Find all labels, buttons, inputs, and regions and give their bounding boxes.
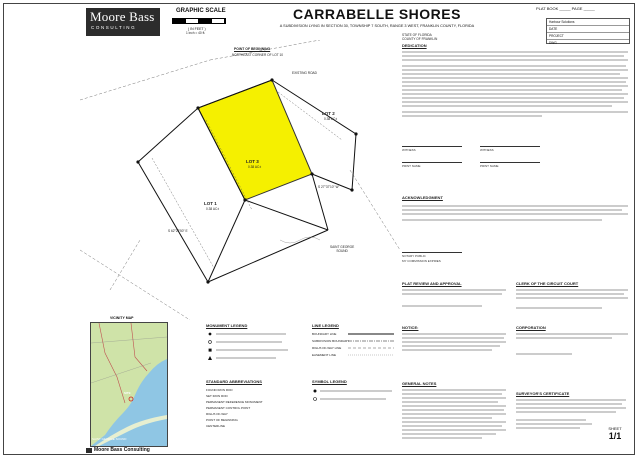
acknowledgment-heading: ACKNOWLEDGMENT: [402, 195, 443, 200]
surveyors-heading: SURVEYOR'S CERTIFICATE: [516, 391, 570, 396]
print-name-caption: PRINT NAME: [402, 164, 421, 168]
abbreviation-item: SET IRON ROD: [206, 394, 228, 398]
notary-caption: NOTARY PUBLIC: [402, 254, 426, 258]
clerk-heading: CLERK OF THE CIRCUIT COURT: [516, 281, 579, 286]
title-block-row: Harbour Solutions: [547, 19, 629, 26]
line-legend-item: BOUNDARY LINE: [312, 332, 337, 336]
graphic-scale-bar: [172, 18, 226, 24]
abbreviation-item: RIGHT-OF-WAY: [206, 412, 228, 416]
vicinity-water-label: SAINT GEORGE SOUND: [92, 437, 127, 441]
lot-2-label: LOT 2: [322, 111, 335, 116]
lot-3-label: LOT 3: [246, 159, 259, 164]
dedication-heading: DEDICATION: [402, 43, 427, 48]
plat-drawing: [80, 40, 400, 320]
footer-company-name: Moore Bass Consulting: [94, 447, 150, 453]
sheet-label: SHEET: [608, 426, 622, 431]
general-notes-heading: GENERAL NOTES: [402, 381, 437, 386]
abbreviation-item: PERMANENT REFERENCE MONUMENT: [206, 400, 263, 404]
line-legend-item: EASEMENT LINE: [312, 353, 336, 357]
witness-caption: WITNESS: [480, 148, 494, 152]
logo-sub: CONSULTING: [91, 25, 137, 30]
line-legend-samples: [348, 332, 396, 360]
lot-2-area: 0.38 AC±: [324, 117, 338, 121]
plat-book-reference: PLAT BOOK _____ PAGE _____: [536, 6, 595, 11]
point-of-beginning-label: POINT OF BEGINNING: [234, 47, 271, 51]
witness-caption: WITNESS: [402, 148, 416, 152]
abbreviation-item: PERMANENT CONTROL POINT: [206, 406, 251, 410]
notice-heading: NOTICE:: [402, 325, 419, 330]
monument-legend-heading: MONUMENT LEGEND: [206, 323, 248, 328]
title-block-row: DWG: [549, 41, 557, 45]
vicinity-map-title: VICINITY MAP: [110, 316, 134, 320]
line-legend-heading: LINE LEGEND: [312, 323, 339, 328]
vicinity-site-label: SITE: [124, 391, 131, 395]
existing-road-label: EXISTING ROAD: [292, 71, 317, 75]
logo-name: Moore Bass: [90, 9, 155, 24]
vicinity-map: [90, 322, 168, 447]
signature-line: [402, 162, 462, 163]
graphic-scale-label: GRAPHIC SCALE: [176, 8, 226, 14]
monument-legend: [206, 330, 296, 370]
scale-unit: ( IN FEET ): [188, 27, 206, 31]
dedication-text-block: [402, 50, 630, 134]
print-name-caption: PRINT NAME: [480, 164, 499, 168]
abbreviation-item: FOUND IRON ROD: [206, 388, 233, 392]
plat-review-heading: PLAT REVIEW AND APPROVAL: [402, 281, 462, 286]
line-legend-item: RIGHT-OF-WAY LINE: [312, 346, 342, 350]
lot-1-area: 0.38 AC±: [206, 207, 220, 211]
signature-line: [480, 146, 540, 147]
signature-line: [402, 252, 462, 253]
review-text-block: [402, 288, 630, 320]
signature-line: [480, 162, 540, 163]
page-title: CARRABELLE SHORES: [293, 6, 461, 22]
water-body-label: SAINT GEORGE SOUND: [330, 245, 355, 253]
symbol-legend: [312, 388, 396, 404]
symbol-legend-heading: SYMBOL LEGEND: [312, 379, 347, 384]
title-block-row: PROJECT: [547, 33, 629, 40]
county-heading: STATE OF FLORIDA COUNTY OF FRANKLIN: [402, 33, 438, 41]
lot-3-highlight: [198, 80, 312, 200]
lot-1-label: LOT 1: [204, 201, 217, 206]
company-logo: [86, 8, 160, 36]
page-subtitle: A SUBDIVISION LYING IN SECTION 30, TOWNSHIP 7 SOUTH, RANGE 3 WEST, FRANKLIN COUNTY, FLORIDA: [279, 24, 475, 28]
abbreviation-item: CENTERLINE: [206, 424, 226, 428]
abbreviations-heading: STANDARD ABBREVIATIONS: [206, 379, 262, 384]
notice-text-block: [402, 332, 630, 372]
title-block: [546, 18, 630, 44]
bearing-label: S 62°22'50" E: [168, 229, 188, 233]
commission-caption: MY COMMISSION EXPIRES: [402, 259, 441, 263]
scale-ratio: 1 inch = 40 ft.: [186, 31, 206, 35]
pob-note: NORTHEAST CORNER OF LOT 10: [232, 53, 284, 57]
title-block-row: DATE: [547, 26, 629, 33]
line-legend-item: SUBDIVISION BOUNDARY: [312, 339, 350, 343]
sheet-number-block: [600, 426, 630, 441]
footer-company: [86, 447, 150, 453]
sheet-number: 1/1: [608, 431, 622, 441]
abbreviation-item: POINT OF BEGINNING: [206, 418, 238, 422]
acknowledgment-text-block: [402, 204, 630, 230]
bearing-label: S 27°37'10" W: [318, 185, 339, 189]
corporation-heading: CORPORATION: [516, 325, 546, 330]
lot-3-area: 0.38 AC±: [248, 165, 262, 169]
company-mark-icon: [86, 448, 92, 453]
general-notes-text-block: [402, 388, 512, 444]
signature-line: [402, 146, 462, 147]
